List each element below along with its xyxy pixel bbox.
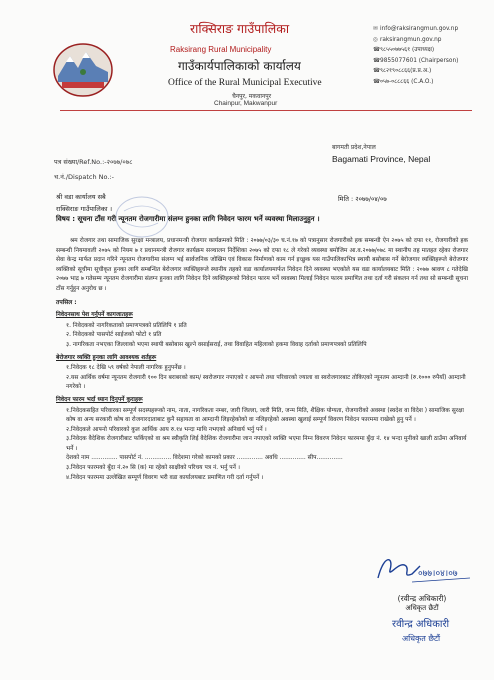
section-heading-conditions: बेरोजगार व्यक्ति हुनका लागि आवश्यक शर्तहरू (56, 354, 157, 361)
letter-date: मिति : २०७७/०४/०७ (338, 195, 387, 203)
reference-number: पत्र संख्या/Ref.No.:-२०७७/०७८ (54, 158, 133, 166)
list-item: १. निवेदकको नागरिकताको प्रमाणपत्रको प्रतिलिपि १ प्रति (66, 322, 187, 329)
contact-line (373, 77, 458, 88)
signature-date: ०७७।०४।०७ (418, 569, 458, 579)
list-item: १.निवेदकसहित परिवारका सम्पूर्ण सदस्यहरूको नाम, नाता, नागरिकता नम्बर, जारी जिल्ला, जारी मिति, जन्म मिति, शैक्षिक योग्यता, रोजगारीको अवस्था (स्वदेश वा विदेश ) सामाजिक सुरक्षा कोष वा अन्य सरकारी कोष वा रोजगारदाताबाट कुनै सहायता वा आम्दानी लिइरहेकोको वा नलिइरहेको अवस्था खुलाई सम्पूर्ण विवरण निवेदन फारममा राखेको हुनु पर्ने । (66, 407, 464, 424)
contact-email: info@raksirangmun.gov.np (380, 26, 459, 32)
dispatch-number: च.नं./Dispatch No.:- (54, 173, 114, 181)
stamp-title: अधिकृत छैटौं (402, 634, 441, 643)
signatory-name: (रवीन्द्र अधिकारी) (397, 594, 447, 603)
province-nepali: बागमती प्रदेश,नेपाल (332, 144, 376, 151)
signatory-title: अधिकृत छैटौं (405, 604, 439, 612)
handwritten-signature (372, 548, 472, 588)
list-item: देशको नाम .............. पासपोर्ट नं. .............. विदेशमा गरेको कामको प्रकार .............. अवधि .............. सीप.............. (66, 455, 343, 462)
phone-icon: ☎ (373, 47, 381, 54)
header-divider (60, 110, 472, 111)
contact-line[interactable] (373, 35, 458, 46)
contact-line[interactable] (373, 24, 458, 35)
contact-phone: ९८२१९०८८६६(प्र.प्र.अ.) (380, 68, 432, 75)
contact-phone: 9855077601 (Chairperson) (380, 57, 459, 64)
intro-paragraph: श्रम रोजगार तथा सामाजिक सुरक्षा मन्त्रालय, प्रधानमन्त्री रोजगार कार्यक्रमको मिति : २०७७/०३/३० च.नं.१७ को पत्रानुसार रोजगारीको हक सम्बन्धी ऐन २०७५ को दफा ११, रोजगारीको हक सम्बन्धी नियमावली २०७५ को नियम ७ र प्रधानमन्त्री रोजगार कार्यक्रम सञ्चालन निर्देशिका २०७५ को दफा १८ ले गरेको व्यवस्था बमोजिम आ.व.२०७७/०७८ मा स्थानीय तह मातहत रहेका रोजगार सेवा केन्द्र मार्फत प्रदान गरिने न्यूनतम रोजगारीमा संलग्न भई सार्वजनिक जोखिम एवं विकास निर्माणको काम गर्न इच्छुक यस गाउँपालिकाभित्र स्थायी बसोबास गर्ने बेरोजगार व्यक्तिहरूले बेरोजगार व्यक्तिको सूचीमा सूचीकृत हुनका लागि सम्बन्धित बेरोजगार व्यक्तिहरूले स्थानीय तहको वडा कार्यालयमार्फत निवेदन दिने व्यवस्था भएकोले यस वडा कार्यालयबाट मिति : २०७७ श्रावण ८ गतेदेखि २०७७ भाद्र ७ गतेसम्म न्यूनतम रोजगारीमा संलग्न हुनका लागि निवेदन दिने व्यक्तिहरूको निवेदन फारम भर्ने व्यवस्था मिलाई निवेदन फारम प्रमाणित तथा दर्ता गरी संकलन गर्न तथा सो सम्बन्धी सूचना टाँस गर्नुहुन अनुरोध छ । (56, 238, 468, 292)
list-item: ३.निवेदन फारमको बुँदा नं.२० सि (क) मा रहेको साक्षीको परिचय पत्र नं. भर्नु पर्ने । (66, 465, 240, 472)
name-stamp (372, 613, 472, 647)
signature-block (372, 548, 472, 651)
contact-phone: ०५७-०८८८६६ (C.A.O.) (380, 78, 434, 85)
contact-line (373, 66, 458, 77)
list-item: ४.निवेदन फारममा उल्लेखित सम्पूर्ण विवरण भरी वडा कार्यालयबाट प्रमाणित गरी दर्ता गर्नुपर्ने । (66, 474, 264, 481)
nepal-emblem-logo (52, 42, 114, 98)
list-item: १.निवेदक १८ देखि ५९ वर्षको नेपाली नागरिक हुनुपर्नेछ । (66, 365, 186, 372)
phone-icon: ☎ (373, 78, 381, 85)
stamp-name: रवीन्द्र अधिकारी (392, 619, 450, 630)
list-item: २.निवेदकले आफ्नो परिवारको कुल आर्थिक आय रु.१४ भन्दा माथि नभएको अनिवार्य भर्नु पर्ने । (66, 426, 267, 433)
contact-phone: ९८५५०७७५६१ (उपाध्यक्ष) (380, 47, 435, 54)
list-item: ३.निवेदक वैदेशिक रोजगारीबाट फर्किएको वा श्रम स्वीकृति लिई वैदेशिक रोजगारीमा जान नपाएको व्यक्ति भएमा निम्न विवरण निवेदन फारममा बुँदा नं. १४ भन्दा मुनीको खाली ठाउँमा अनिवार्य भर्ने । (66, 436, 467, 452)
list-item: ३. नागरिकता नभएका जिल्लाको भएमा स्थायी बसोबास खुल्ने वसाईसराई, तथा विवाहित महिलाको हकमा विवाह दर्ताको प्रमाणपत्रको प्रतिलिपि (66, 341, 367, 348)
contact-website: raksirangmun.gov.np (380, 36, 442, 43)
addressee-line-1: श्री वडा कार्यालय सबै (56, 193, 106, 201)
section-heading-documents: निवेदनसाथ पेश गर्नुपर्ने कागजातहरू (56, 312, 133, 319)
contact-line (373, 56, 458, 67)
office-name-english: Office of the Rural Municipal Executive (168, 78, 322, 88)
list-item: २. निवेदकको पासपोर्ट साईजको फोटो १ प्रति (66, 332, 162, 339)
office-name-nepali: गाउँकार्यपालिकाको कार्यालय (178, 59, 301, 73)
location-nepali: चैनपुर, मकवानपुर (232, 93, 272, 100)
province-english: Bagamati Province, Nepal (332, 154, 431, 164)
municipality-name-english: Raksirang Rural Municipality (170, 45, 272, 54)
location-english: Chainpur, Makwanpur (214, 100, 278, 107)
list-item: २.यस आर्थिक वर्षमा न्यूनतम रोजगारी १०० दिन बराबरको काम/ स्वरोजगार नपाएको र आफ्नो तथा परिवारको ज्याला वा स्वरोजगारबाट तोकिएको न्यूनतम आम्दानी (रु.१००० रुपैयाँ) आम्दानी नगरेको । (66, 374, 466, 391)
email-icon: ✉ (373, 26, 378, 32)
contact-line (373, 45, 458, 56)
section-heading-instructions: निवेदन फारम भर्दा ध्यान दिनुपर्ने कुराहरू (56, 396, 143, 403)
municipality-name-nepali: राक्सिराङ गाउँपालिका (190, 21, 290, 36)
globe-icon: ◎ (373, 36, 379, 43)
addressee-line-2: राक्सिराङ गाउँपालिका । (56, 205, 113, 213)
contact-block (373, 24, 458, 88)
phone-icon: ☎ (373, 57, 381, 64)
phone-icon: ☎ (373, 68, 381, 75)
letter-subject: विषय : सूचना टाँस गरी न्यूनतम रोजगारीमा संलग्न हुनका लागि निवेदन फारम भर्ने व्यवस्था मिलाउनुहुन । (56, 215, 320, 223)
letter-body (56, 237, 468, 483)
tapasil-label: तपसिल : (56, 299, 77, 306)
